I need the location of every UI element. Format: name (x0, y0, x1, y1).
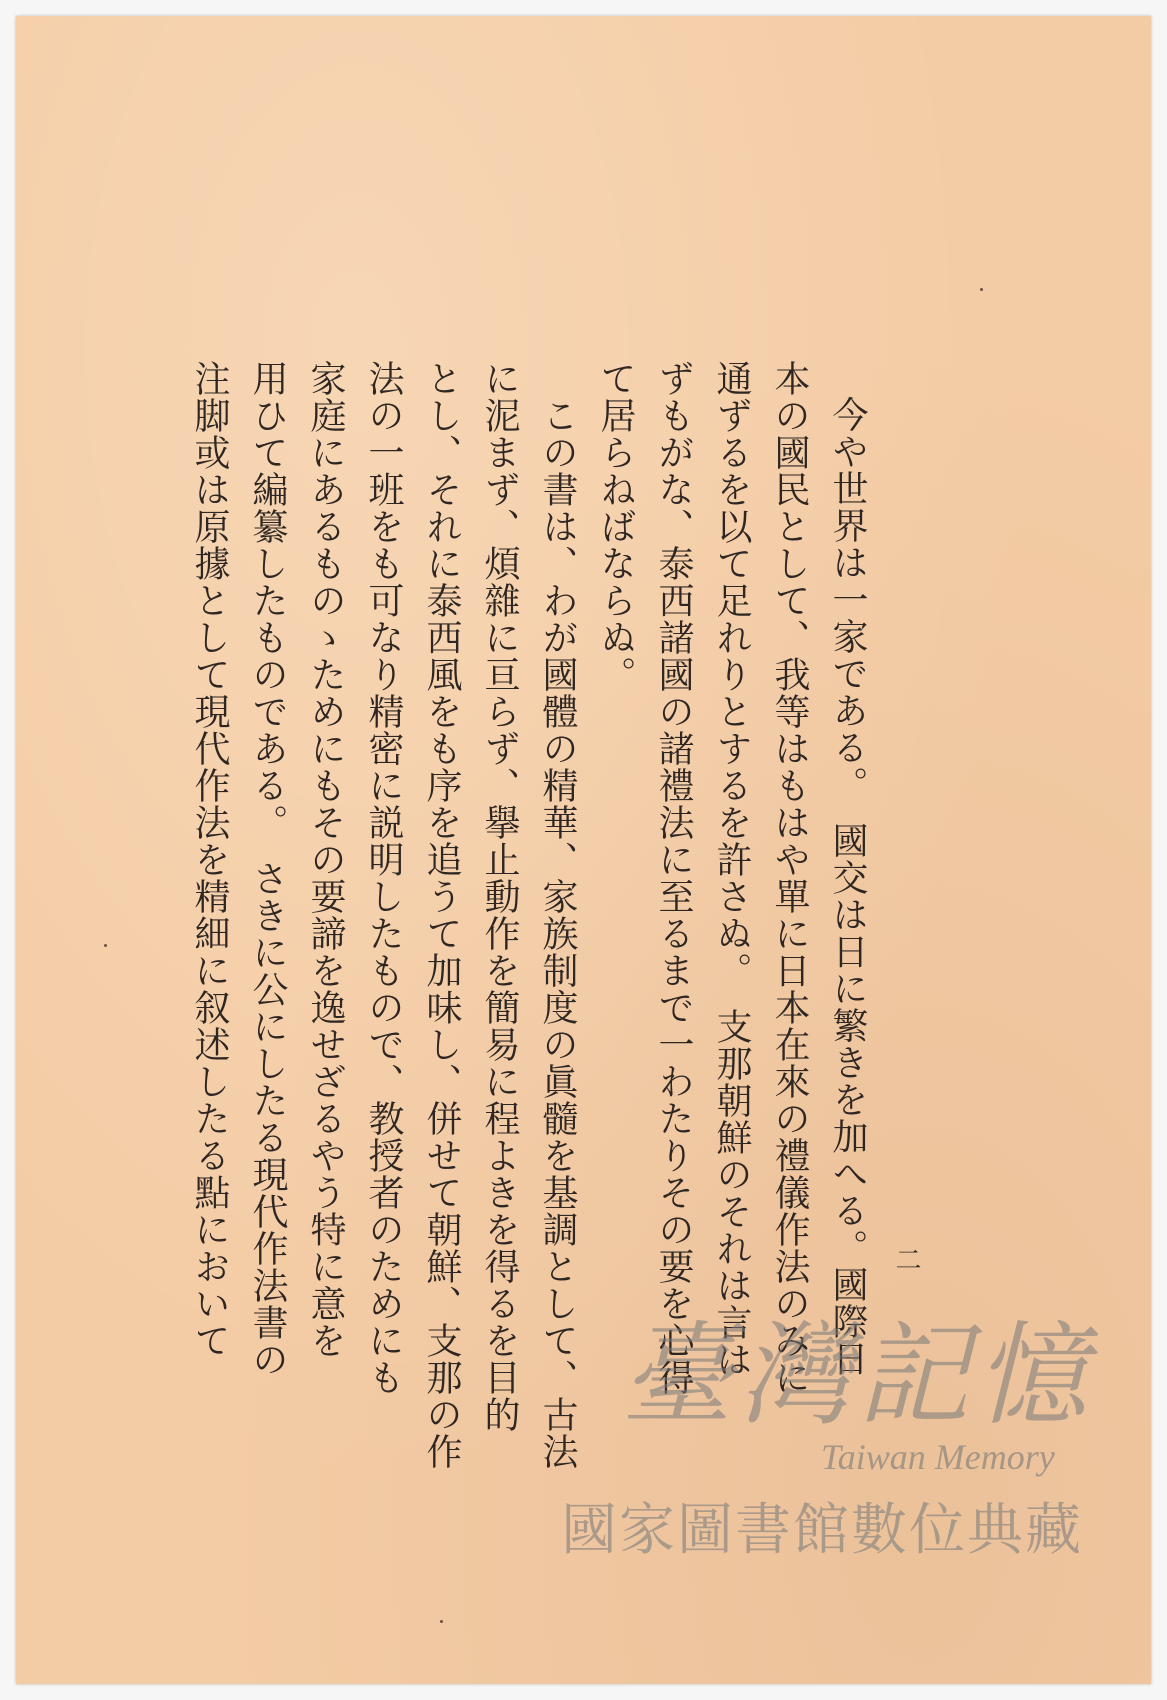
text-column-6: この書は、わが國體の精華、家族制度の眞髓を基調として、古法 (537, 360, 578, 1470)
text-column-5: て居らねばならぬ。 (595, 360, 636, 693)
text-column-3: 通ずるを以て足れりとするを許さぬ。 支那朝鮮のそれは言は (711, 360, 752, 1378)
text-column-7: に泥まず、煩雜に亘らず、擧止動作を簡易に程よきを得るを目的 (479, 360, 520, 1433)
text-column-8: とし、それに泰西風をも序を追うて加味し、併せて朝鮮、支那の作 (421, 360, 462, 1470)
text-column-2: 本の國民として、我等はもはや單に日本在來の禮儀作法のみに (769, 360, 810, 1396)
paper-speck (104, 944, 107, 947)
paper-speck (980, 288, 983, 291)
page-number: 二 (891, 1246, 921, 1272)
text-column-1: 今や世界は一家である。 國交は日に繁きを加へる。國際日 (827, 396, 868, 1377)
text-column-12: 注脚或は原據として現代作法を精細に叙述したる點において (189, 360, 230, 1359)
watermark-calligraphy: 臺灣記憶 (621, 1311, 1093, 1441)
text-column-11: 用ひて編纂したものである。 さきに公にしたる現代作法書の (247, 360, 288, 1378)
watermark-library-name: 國家圖書館數位典藏 (561, 1498, 1083, 1563)
book-page (16, 16, 1151, 1684)
watermark-english: Taiwan Memory (821, 1437, 1055, 1477)
text-column-4: ずもがな、泰西諸國の諸禮法に至るまで一わたりその要を心得 (653, 360, 694, 1396)
text-column-10: 家庭にあるものゝためにもその要諦を逸せざるやう特に意を (305, 360, 346, 1359)
paper-speck (440, 1620, 443, 1623)
text-column-9: 法の一班をも可なり精密に説明したもので、教授者のためにも (363, 360, 404, 1396)
